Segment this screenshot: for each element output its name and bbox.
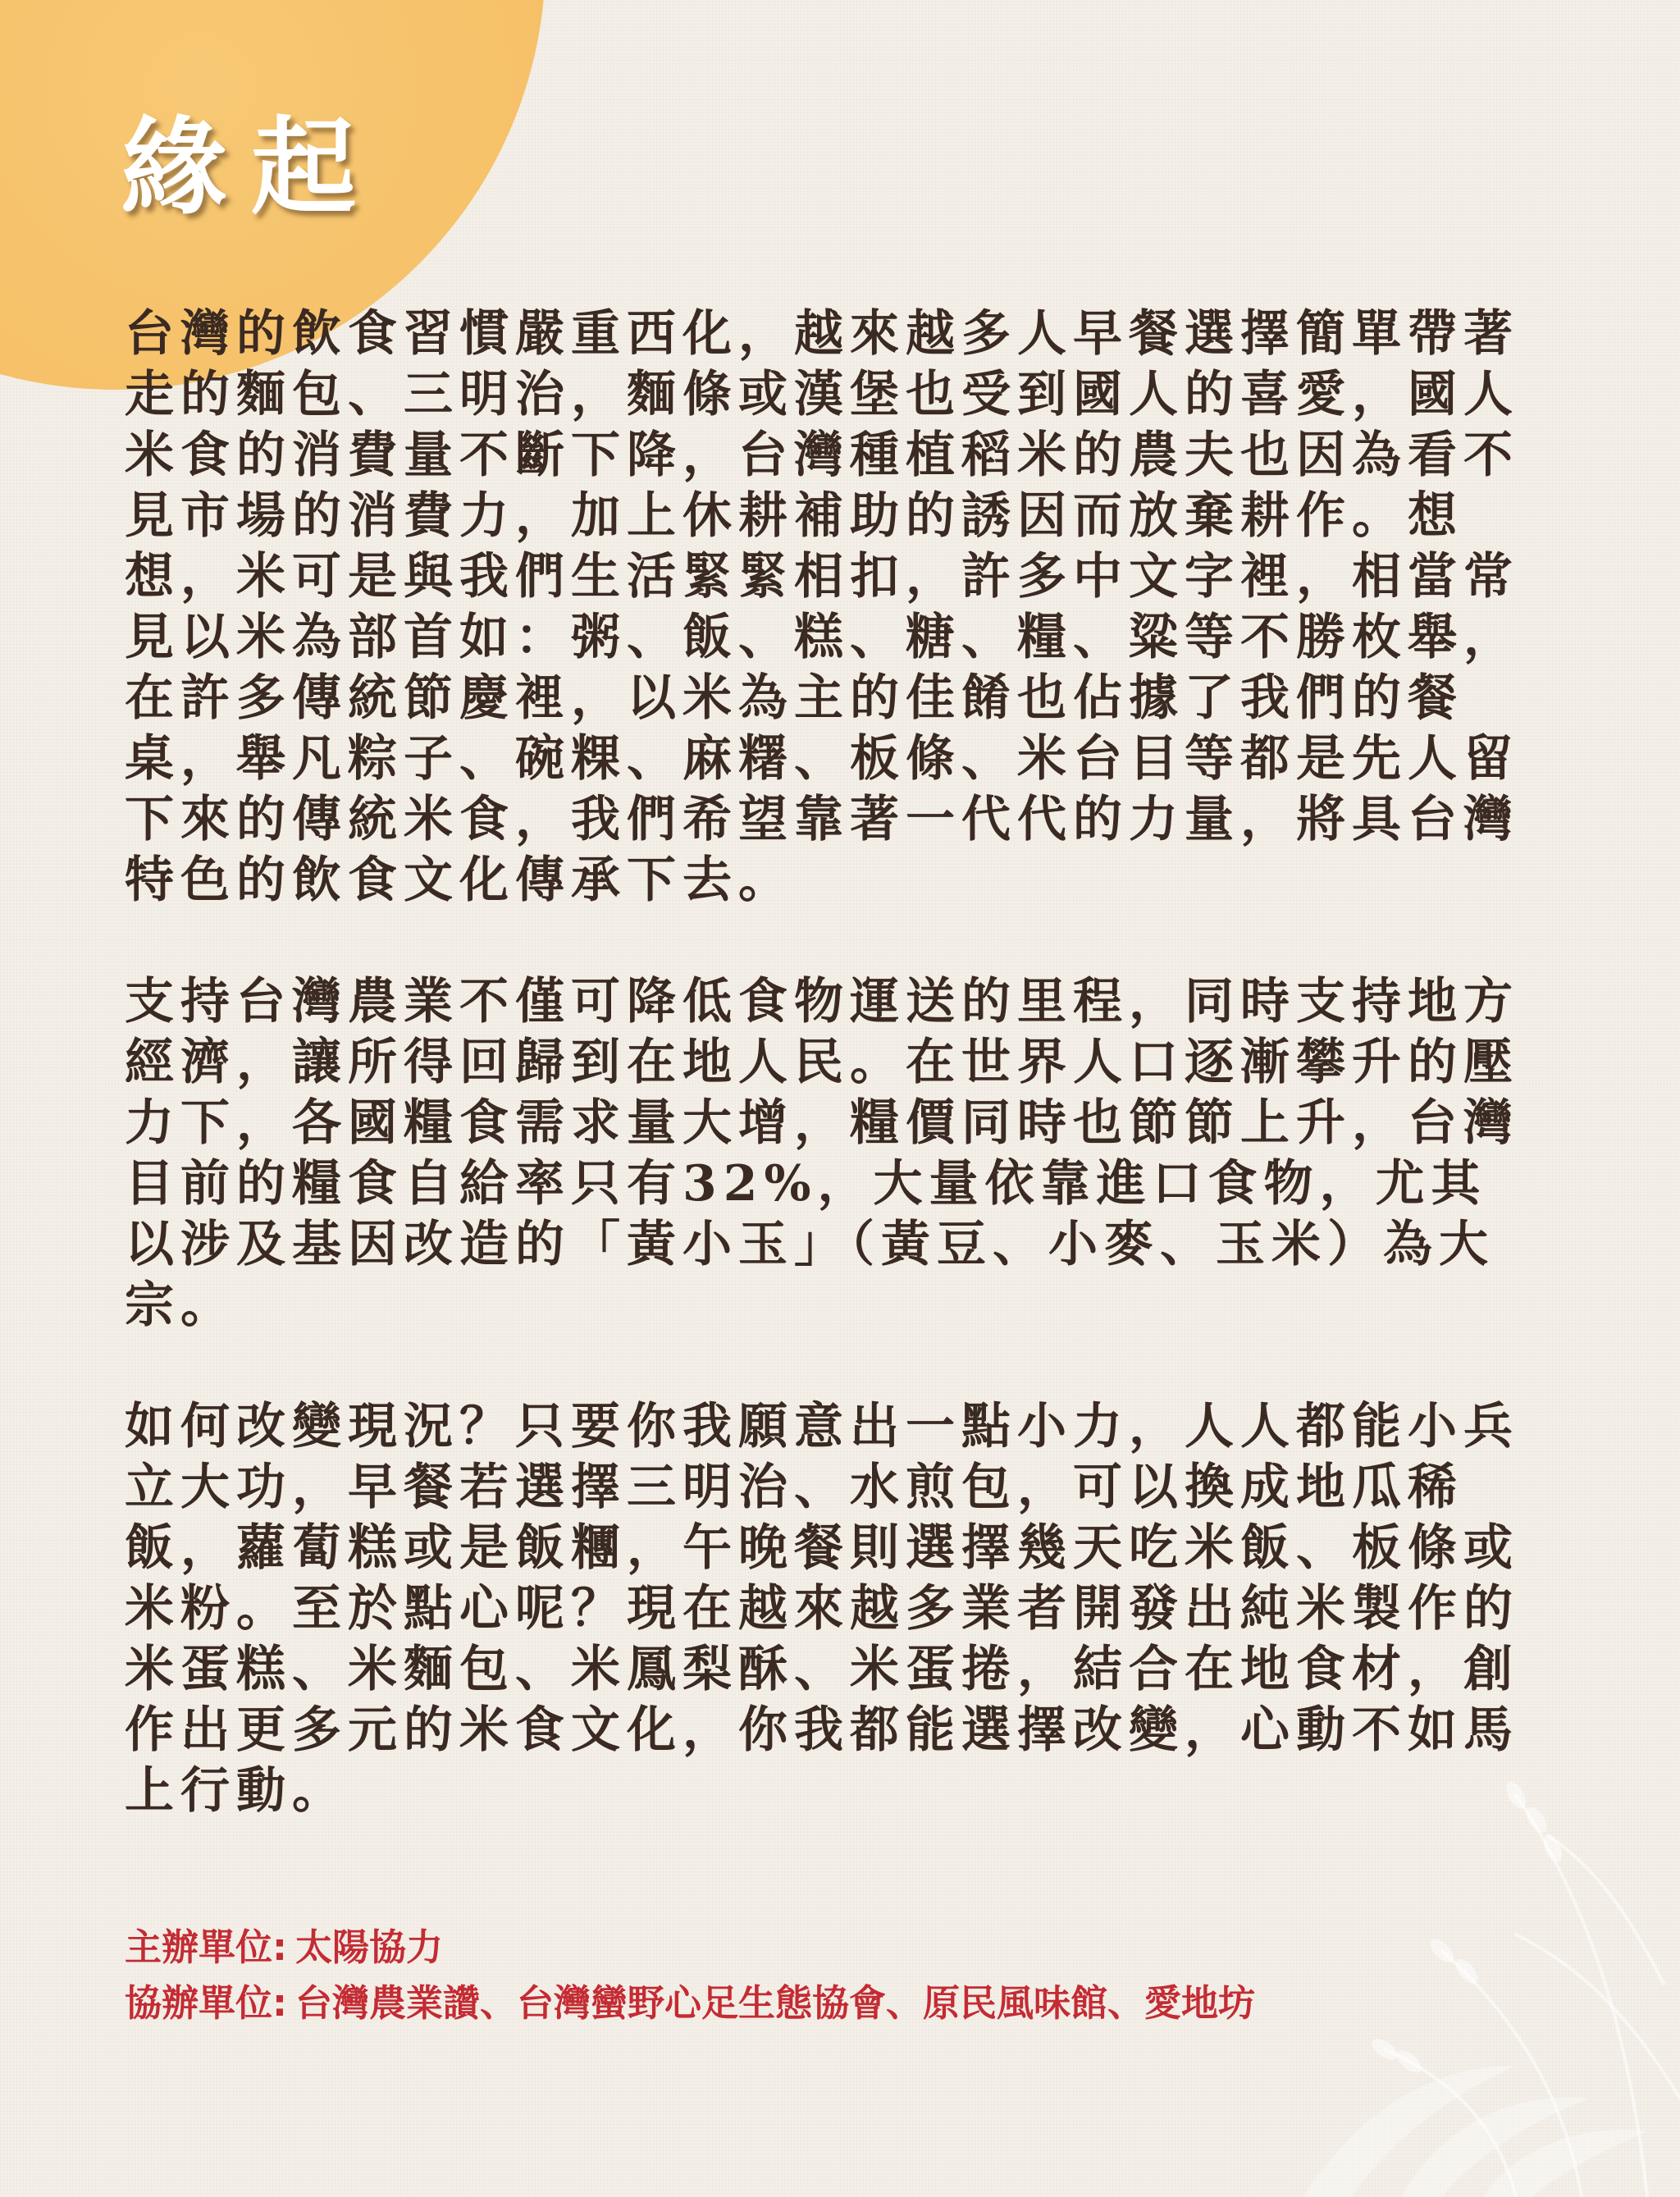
co-organizer [125, 1975, 1585, 2031]
paragraph-1: 台灣的飲食習慣嚴重西化，越來越多人早餐選擇簡單帶著走的麵包、三明治，麵條或漢堡也受到國人的喜愛，國人米食的消費量不斷下降，台灣種植稻米的農夫也因為看不見市場的消費力，加上休耕補助的誘因而放棄耕作。想想，米可是與我們生活緊緊相扣，許多中文字裡，相當常見以米為部首如：粥、飯、糕、糖、糧、粱等不勝枚舉，在許多傳統節慶裡，以米為主的佳餚也佔據了我們的餐桌，舉凡粽子、碗粿、麻糬、板條、米台目等都是先人留下來的傳統米食，我們希望靠著一代代的力量，將具台灣特色的飲食文化傳承下去。 [125, 305, 1519, 909]
co-value: 台灣農業讚、台灣蠻野心足生態協會、原民風味館、愛地坊 [295, 1981, 1256, 2025]
rice-plant-watermark [1057, 1524, 1680, 2197]
paragraph-2: 支持台灣農業不僅可降低食物運送的里程，同時支持地方經濟，讓所得回歸到在地人民。在世界人口逐漸攀升的壓力下，各國糧食需求量大增，糧價同時也節節上升，台灣目前的糧食自給率只有32%，大量依靠進口食物，尤其以涉及基因改造的「黃小玉」（黃豆、小麥、玉米）為大宗。 [125, 973, 1519, 1334]
host-organizer [125, 1920, 1585, 1975]
host-value: 太陽協力 [295, 1925, 444, 1969]
co-label: 協辦單位: [125, 1981, 287, 2025]
paragraph-3: 如何改變現況？只要你我願意出一點小力，人人都能小兵立大功，早餐若選擇三明治、水煎包，可以換成地瓜稀飯，蘿蔔糕或是飯糰，午晚餐則選擇幾天吃米飯、板條或米粉。至於點心呢？現在越來越多業者開發出純米製作的米蛋糕、米麵包、米鳳梨酥、米蛋捲，結合在地食材，創作出更多元的米食文化，你我都能選擇改變，心動不如馬上行動。 [125, 1398, 1519, 1820]
page-title: 緣起 [121, 106, 381, 229]
organizers [125, 1920, 1585, 2031]
host-label: 主辦單位: [125, 1925, 287, 1969]
